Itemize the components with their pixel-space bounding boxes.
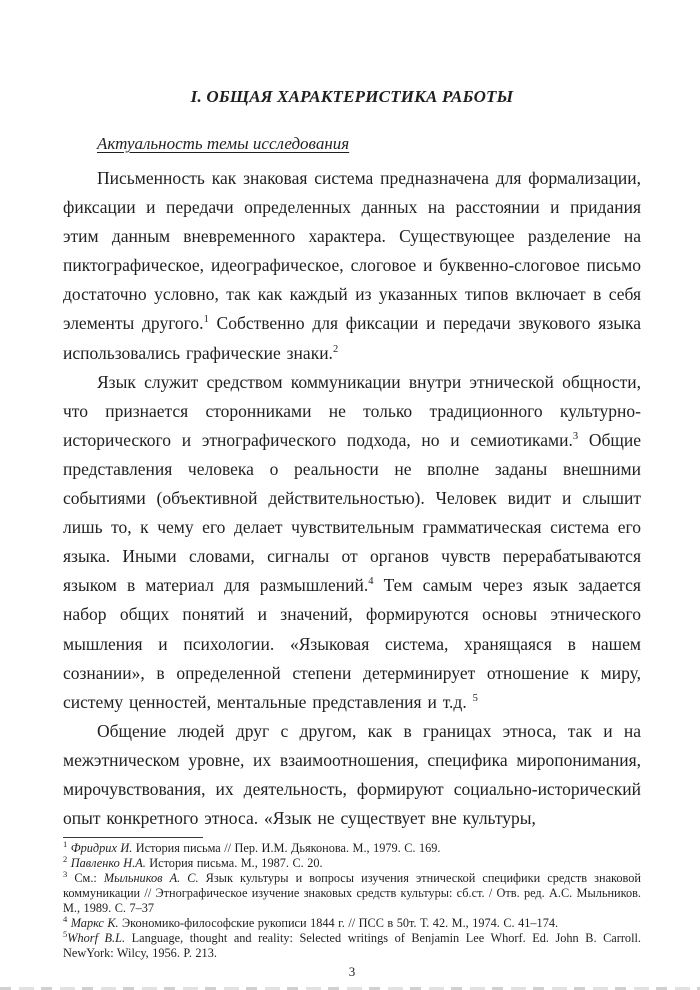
italic-text: Whorf B.L.: [67, 931, 126, 946]
footnote-item: $^1$ Фридрих И. История письма // Пер. И.М. Дьяконова. М., 1979. С. 169.: [63, 839, 441, 856]
footnote-marker: 4: [63, 914, 68, 925]
footnote-separator: [63, 837, 203, 838]
italic-text: Маркс К.: [70, 916, 119, 931]
footnote-ref: 2: [332, 343, 339, 355]
footnote-item: $^3$ См.: Мыльников А. С. Язык культуры и вопросы изучения этнической специфики средств знаковой коммуникации // Этнографическое изучение знаковых средств культуры: сб.ст. / Отв. ред. А.С. Мыльников. М., 1989. С. 7–37: [63, 869, 641, 916]
footnotes: [63, 841, 641, 961]
footnote-item: $^2$ Павленко Н.А. История письма. М., 1987. С. 20.: [63, 854, 323, 871]
page-title: I. ОБЩАЯ ХАРАКТЕРИСТИКА РАБОТЫ: [190, 87, 514, 106]
footnote-item: $^5$Whorf B.L. Language, thought and reality: Selected writings of Benjamin Lee Whorf. Ed. John B. Carroll. NewYork: Wilcy, 1956. P. 213.: [63, 929, 641, 961]
italic-text: Мыльников А. С.: [103, 871, 199, 886]
footnote-ref: 5: [472, 692, 478, 704]
footnote-marker: 1: [63, 839, 68, 850]
italic-text: Павленко Н.А.: [70, 856, 146, 871]
paragraph: Общение людей друг с другом, как в границах этноса, так и на межэтническом уровне, их взаимоотношения, специфика миропонимания, мирочувствования, их деятельность, формируют социально-исторический опыт конкретного этноса. «Язык не существует вне культуры,: [63, 720, 641, 829]
footnote-ref: 1: [203, 314, 209, 326]
footnote-item: $^4$ Маркс К. Экономико-философские рукописи 1844 г. // ПСС в 50т. Т. 42. М., 1974. С. 41–174.: [63, 914, 559, 931]
section-heading: Актуальность темы исследования: [97, 134, 350, 153]
page-number: 3: [348, 964, 356, 980]
footnote-marker: 2: [63, 854, 68, 865]
paragraph: Язык служит средством коммуникации внутри этнической общности, что признается сторонниками не только традиционного культурно-исторического и этнографического подхода, но и семиотиками.$^3$ Общие представления человека о реальности не вполне заданы внешними событиями (объективной действительностью). Человек видит и слышит лишь то, к чему его делает чувствительным грамматическая система его языка. Иными словами, сигналы от органов чувств перерабатываются языком в материал для размышлений.$^4$ Тем самым через язык задается набор общих понятий и значений, формируются основы этнического мышления и психологии. «Языковая система, хранящаяся в нашем сознании», в определенной степени детерминирует отношение к миру, систему ценностей, ментальные представления и т.д. $^5$: [63, 371, 642, 712]
paragraph: Письменность как знаковая система предназначена для формализации, фиксации и передачи определенных данных на расстоянии и придания этим данным вневременного характера. Существующее разделение на пиктографическое, идеографическое, слоговое и буквенно-слоговое письмо достаточно условно, так как каждый из указанных типов включает в себя элементы другого.$^1$ Собственно для фиксации и передачи звукового языка использовались графические знаки.$^2$: [63, 168, 641, 363]
footnote-marker: 3: [63, 869, 68, 880]
footnote-ref: 3: [572, 431, 579, 443]
footnote-ref: 4: [368, 576, 374, 588]
body-paragraphs: [63, 164, 641, 833]
italic-text: Фридрих И.: [70, 841, 133, 856]
footnote-marker: 5: [63, 929, 68, 940]
